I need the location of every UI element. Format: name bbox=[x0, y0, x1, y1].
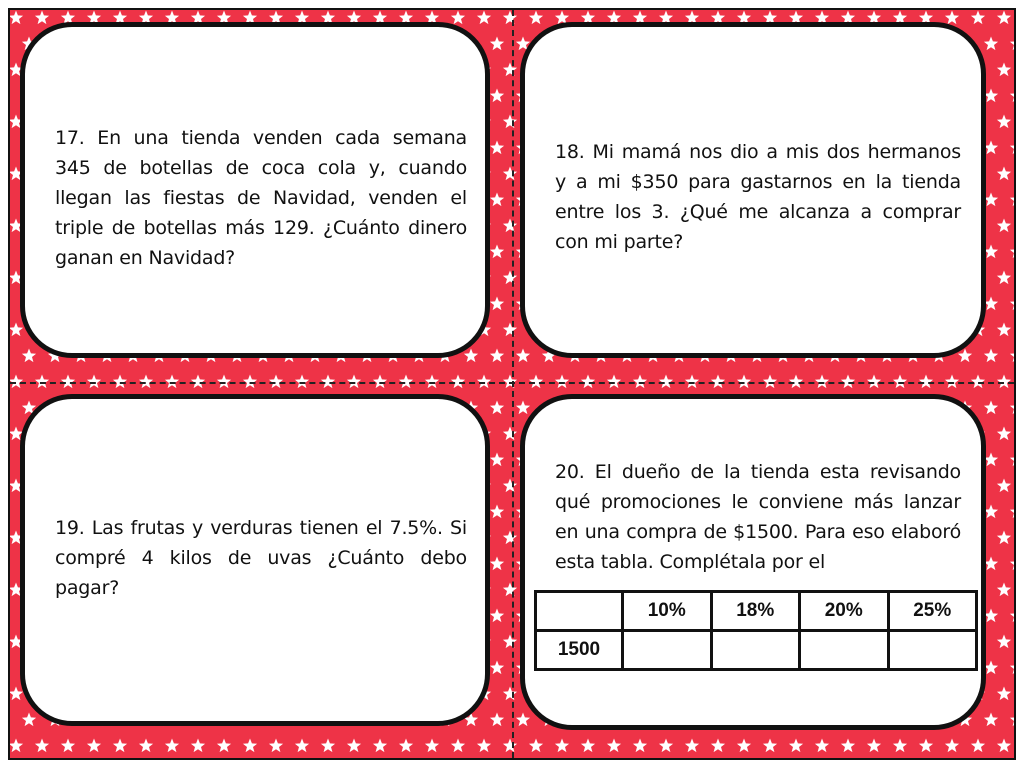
star-icon bbox=[87, 739, 101, 753]
table-cell[interactable] bbox=[623, 631, 712, 670]
star-icon bbox=[503, 739, 517, 753]
star-icon bbox=[243, 739, 257, 753]
star-icon bbox=[1010, 297, 1014, 311]
star-icon bbox=[984, 661, 998, 675]
star-icon bbox=[490, 37, 504, 51]
star-icon bbox=[516, 349, 530, 363]
problem-17-text: 17. En una tienda venden cada semana 345 de botellas de coca cola y, cuando llegan las fiestas de Navidad, venden el triple de botellas más 129. ¿Cuánto dinero ganan en Navidad? bbox=[55, 127, 467, 269]
table-row-label: 1500 bbox=[536, 631, 623, 670]
star-icon bbox=[971, 739, 985, 753]
star-icon bbox=[217, 739, 231, 753]
star-icon bbox=[10, 739, 23, 753]
star-icon bbox=[516, 713, 530, 727]
problem-card-19 bbox=[20, 394, 490, 726]
problem-18-text: 18. Mi mamá nos dio a mis dos hermanos y a mi $350 para gastarnos en la tienda entre los 3. ¿Qué me alcanza a comprar con mi parte? bbox=[555, 141, 961, 253]
star-icon bbox=[321, 739, 335, 753]
star-icon bbox=[451, 739, 465, 753]
star-icon bbox=[867, 739, 881, 753]
star-icon bbox=[165, 739, 179, 753]
star-icon bbox=[1010, 193, 1014, 207]
problem-20-text: 20. El dueño de la tienda esta revisando qué promociones le conviene más lanzar en una compra de $1500. Para eso elaboró esta tabla. Complétala por el bbox=[555, 461, 961, 573]
star-icon bbox=[1010, 37, 1014, 51]
star-icon bbox=[529, 739, 543, 753]
star-icon bbox=[490, 661, 504, 675]
horizontal-cut-line bbox=[10, 382, 1014, 384]
star-icon bbox=[997, 115, 1011, 129]
star-icon bbox=[945, 739, 959, 753]
star-icon bbox=[984, 401, 998, 415]
star-icon bbox=[425, 739, 439, 753]
star-icon bbox=[997, 635, 1011, 649]
star-icon bbox=[919, 739, 933, 753]
star-icon bbox=[984, 141, 998, 155]
promotions-table bbox=[534, 590, 978, 671]
star-icon bbox=[984, 609, 998, 623]
star-icon bbox=[685, 739, 699, 753]
star-icon bbox=[516, 401, 530, 415]
star-icon bbox=[113, 739, 127, 753]
star-icon bbox=[997, 531, 1011, 545]
star-icon bbox=[503, 531, 517, 545]
star-icon bbox=[984, 89, 998, 103]
star-icon bbox=[711, 739, 725, 753]
star-icon bbox=[997, 323, 1011, 337]
star-icon bbox=[191, 739, 205, 753]
star-icon bbox=[815, 739, 829, 753]
star-icon bbox=[10, 11, 23, 25]
star-icon bbox=[490, 505, 504, 519]
star-icon bbox=[1010, 661, 1014, 675]
star-icon bbox=[1010, 349, 1014, 363]
star-icon bbox=[997, 583, 1011, 597]
star-icon bbox=[997, 167, 1011, 181]
star-icon bbox=[1010, 557, 1014, 571]
star-icon bbox=[503, 687, 517, 701]
star-icon bbox=[503, 63, 517, 77]
star-icon bbox=[945, 11, 959, 25]
star-icon bbox=[1010, 89, 1014, 103]
star-icon bbox=[997, 739, 1011, 753]
star-icon bbox=[997, 687, 1011, 701]
problem-card-18 bbox=[520, 22, 986, 358]
star-icon bbox=[984, 297, 998, 311]
star-icon bbox=[477, 11, 491, 25]
star-icon bbox=[971, 11, 985, 25]
star-icon bbox=[22, 349, 36, 363]
star-icon bbox=[984, 193, 998, 207]
star-icon bbox=[490, 713, 504, 727]
star-icon bbox=[581, 739, 595, 753]
star-icon bbox=[490, 401, 504, 415]
star-icon bbox=[490, 609, 504, 623]
star-icon bbox=[893, 739, 907, 753]
star-icon bbox=[984, 37, 998, 51]
table-header-cell: 25% bbox=[888, 592, 977, 631]
star-icon bbox=[1010, 505, 1014, 519]
table-header-cell: 18% bbox=[711, 592, 800, 631]
star-icon bbox=[490, 453, 504, 467]
star-icon bbox=[1010, 713, 1014, 727]
star-icon bbox=[555, 739, 569, 753]
star-icon bbox=[984, 713, 998, 727]
star-icon bbox=[503, 271, 517, 285]
star-icon bbox=[997, 479, 1011, 493]
star-icon bbox=[607, 739, 621, 753]
table-cell[interactable] bbox=[888, 631, 977, 670]
table-header-cell: 20% bbox=[800, 592, 889, 631]
star-icon bbox=[503, 115, 517, 129]
table-header-cell: 10% bbox=[623, 592, 712, 631]
star-icon bbox=[984, 245, 998, 259]
star-icon bbox=[1010, 453, 1014, 467]
star-icon bbox=[490, 297, 504, 311]
star-icon bbox=[61, 739, 75, 753]
table-cell[interactable] bbox=[711, 631, 800, 670]
star-icon bbox=[503, 635, 517, 649]
star-icon bbox=[1010, 609, 1014, 623]
star-icon bbox=[633, 739, 647, 753]
star-icon bbox=[1010, 401, 1014, 415]
star-icon bbox=[139, 739, 153, 753]
star-icon bbox=[451, 11, 465, 25]
star-icon bbox=[659, 739, 673, 753]
star-icon bbox=[984, 349, 998, 363]
star-icon bbox=[997, 11, 1011, 25]
star-icon bbox=[22, 713, 36, 727]
star-icon bbox=[35, 11, 49, 25]
star-icon bbox=[490, 141, 504, 155]
star-icon bbox=[490, 245, 504, 259]
problem-19-text: 19. Las frutas y verduras tienen el 7.5%. Si compré 4 kilos de uvas ¿Cuánto debo pagar? bbox=[55, 517, 467, 599]
star-icon bbox=[503, 479, 517, 493]
problem-card-17 bbox=[20, 22, 490, 358]
star-icon bbox=[269, 739, 283, 753]
table-header-cell bbox=[536, 592, 623, 631]
star-icon bbox=[997, 63, 1011, 77]
star-icon bbox=[503, 583, 517, 597]
star-icon bbox=[997, 219, 1011, 233]
table-row bbox=[536, 631, 977, 670]
star-icon bbox=[35, 739, 49, 753]
star-icon bbox=[464, 349, 478, 363]
star-icon bbox=[373, 739, 387, 753]
star-icon bbox=[503, 323, 517, 337]
star-icon bbox=[529, 11, 543, 25]
star-icon bbox=[789, 739, 803, 753]
star-icon bbox=[984, 453, 998, 467]
problem-card-20 bbox=[520, 394, 986, 730]
star-icon bbox=[503, 11, 517, 25]
star-icon bbox=[1010, 245, 1014, 259]
star-icon bbox=[503, 427, 517, 441]
table-header-row bbox=[536, 592, 977, 631]
star-icon bbox=[503, 219, 517, 233]
table-cell[interactable] bbox=[800, 631, 889, 670]
star-icon bbox=[763, 739, 777, 753]
star-icon bbox=[490, 193, 504, 207]
star-icon bbox=[490, 349, 504, 363]
star-icon bbox=[1010, 141, 1014, 155]
vertical-cut-line bbox=[512, 10, 514, 758]
star-icon bbox=[490, 557, 504, 571]
star-icon bbox=[503, 167, 517, 181]
star-icon bbox=[399, 739, 413, 753]
star-icon bbox=[737, 739, 751, 753]
star-icon bbox=[347, 739, 361, 753]
star-icon bbox=[477, 739, 491, 753]
star-icon bbox=[295, 739, 309, 753]
star-icon bbox=[10, 323, 23, 337]
star-icon bbox=[984, 505, 998, 519]
star-icon bbox=[997, 427, 1011, 441]
star-icon bbox=[984, 557, 998, 571]
star-icon bbox=[841, 739, 855, 753]
star-icon bbox=[997, 271, 1011, 285]
star-icon bbox=[490, 89, 504, 103]
